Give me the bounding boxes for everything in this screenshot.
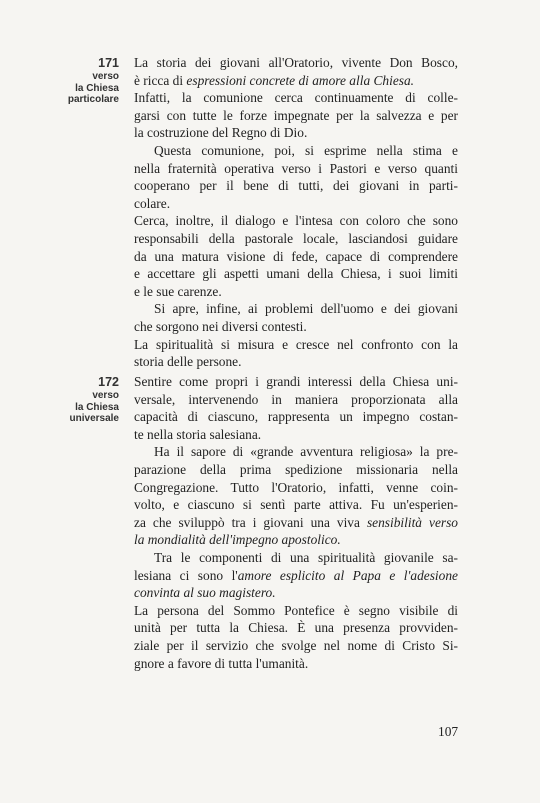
text-line <box>134 142 458 160</box>
text-run: e accettare gli aspetti umani della Chiesa, i suoi limiti <box>134 266 458 282</box>
text-run: Si apre, infine, ai problemi dell'uomo e dei giovani <box>154 301 458 317</box>
italic-text-run: sensibilità verso <box>366 514 459 530</box>
text-run: lesiana ci sono l' <box>134 567 238 583</box>
text-line <box>134 549 458 567</box>
margin-note-line: particolare <box>67 94 119 105</box>
text-run: e le sue carenze. <box>134 283 222 299</box>
italic-text-run: la mondialità dell'impegno apostolico. <box>134 532 341 548</box>
text-run: garsi con tutte le forze impegnate per la salvezza e per <box>134 107 458 123</box>
text-run: da una matura visione di fede, capace di comprendere <box>134 248 458 264</box>
text-line <box>134 373 458 391</box>
text-line <box>134 89 458 107</box>
paragraph-number: 172 <box>98 375 119 389</box>
margin-note <box>68 56 119 106</box>
text-run: cooperano per il bene di tutti, dei giovani in parti- <box>134 178 458 194</box>
text-line <box>134 160 458 178</box>
text-run: colare. <box>134 195 171 211</box>
text-run: Questa comunione, poi, si esprime nella stima e <box>154 142 458 158</box>
text-line <box>134 212 458 230</box>
text-line <box>134 479 458 497</box>
text-run: Tra le componenti di una spiritualità giovanile sa- <box>154 549 458 565</box>
text-run: Cerca, inoltre, il dialogo e l'intesa con coloro che sono <box>134 213 458 229</box>
text-line <box>134 318 458 336</box>
text-run: gnore a favore di tutta l'umanità. <box>134 655 309 671</box>
page-number: 107 <box>438 724 459 739</box>
text-run: parazione della prima spedizione missionaria nella <box>134 461 458 477</box>
paragraph-number: 171 <box>98 56 119 70</box>
text-line <box>134 391 458 409</box>
text-run: La persona del Sommo Pontefice è segno visibile di <box>134 602 458 618</box>
text-run: unità per tutta la Chiesa. È una presenza provviden- <box>134 620 458 636</box>
paragraph-body <box>134 54 458 371</box>
text-run: è ricca di <box>134 72 187 88</box>
text-run: capacità di ciascuno, rappresenta un impegno costan- <box>134 409 458 425</box>
text-line <box>134 177 458 195</box>
text-line <box>134 107 458 125</box>
text-line <box>134 619 458 637</box>
text-line <box>134 336 458 354</box>
text-line <box>134 300 458 318</box>
text-line <box>134 584 458 602</box>
text-line <box>134 637 458 655</box>
text-line <box>134 443 458 461</box>
margin-note <box>70 375 119 425</box>
text-run: Sentire come propri i grandi interessi della Chiesa uni- <box>134 374 458 389</box>
text-line <box>134 54 458 72</box>
paragraph-body <box>134 373 458 672</box>
text-run: ziale per il servizio che svolge nel nome di Cristo Si- <box>134 637 458 653</box>
text-run: te nella storia salesiana. <box>134 426 262 442</box>
text-run: versale, intervenendo in maniera proporzionata alla <box>134 391 458 407</box>
italic-text-run: espressioni concrete di amore alla Chiesa. <box>186 72 415 88</box>
text-run: Congregazione. Tutto l'Oratorio, infatti, venne coin- <box>134 479 458 495</box>
text-line <box>134 567 458 585</box>
text-run: Ha il sapore di «grande avventura religiosa» la pre- <box>154 444 458 460</box>
text-run: La storia dei giovani all'Oratorio, vivente Don Bosco, <box>134 55 458 70</box>
text-line <box>134 72 458 90</box>
text-line <box>134 283 458 301</box>
margin-note-line: la Chiesa <box>75 401 119 413</box>
text-run: che sorgono nei diversi contesti. <box>134 318 307 334</box>
text-line <box>134 353 458 371</box>
margin-note-line: la Chiesa <box>75 82 119 94</box>
text-line <box>134 408 458 426</box>
text-line <box>134 514 458 532</box>
text-run: za che sviluppò tra i giovani una viva <box>134 514 367 530</box>
text-run: storia delle persone. <box>134 354 242 370</box>
text-run: La spiritualità si misura e cresce nel confronto con la <box>134 336 458 352</box>
text-line <box>134 248 458 266</box>
text-run: Infatti, la comunione cerca continuamente di colle- <box>134 90 458 106</box>
text-line <box>134 265 458 283</box>
margin-note-line: verso <box>92 390 119 401</box>
italic-text-run: amore esplicito al Papa e l'adesione <box>237 567 458 583</box>
text-run: volto, e ciascuno si sentì parte attiva. Fu un'esperien- <box>134 497 458 513</box>
text-run: responsabili della pastorale locale, lasciandosi guidare <box>134 230 458 246</box>
text-line <box>134 531 458 549</box>
italic-text-run: convinta al suo magistero. <box>134 585 276 601</box>
text-line <box>134 461 458 479</box>
margin-note-line: verso <box>92 71 119 82</box>
text-run: nella fraternità operativa verso i Pastori e verso quanti <box>134 160 458 176</box>
text-line <box>134 230 458 248</box>
text-run: la costruzione del Regno di Dio. <box>134 125 308 141</box>
text-line <box>134 496 458 514</box>
text-line <box>134 655 458 673</box>
text-line <box>134 124 458 142</box>
text-line <box>134 602 458 620</box>
text-line <box>134 426 458 444</box>
margin-note-line: universale <box>69 413 119 424</box>
text-line <box>134 195 458 213</box>
